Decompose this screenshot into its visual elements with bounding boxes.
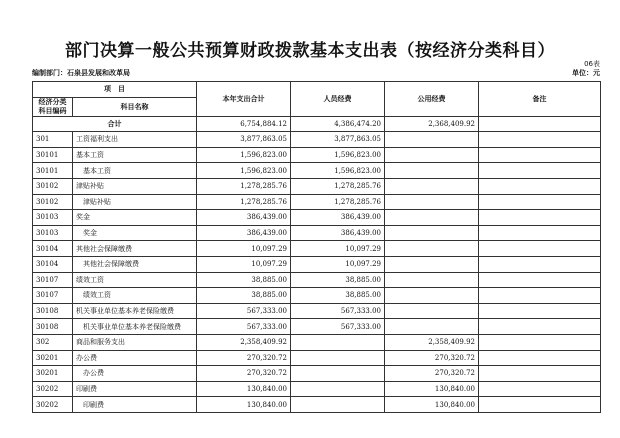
table-row	[33, 225, 601, 241]
row-note	[479, 397, 601, 413]
row-public	[385, 210, 479, 226]
row-total: 2,358,409.92	[197, 334, 291, 350]
table-row	[33, 256, 601, 272]
row-personnel: 10,097.29	[291, 241, 385, 257]
row-code: 301	[33, 132, 73, 148]
row-name: 奖金	[73, 225, 197, 241]
row-personnel: 38,885.00	[291, 288, 385, 304]
row-code: 30104	[33, 256, 73, 272]
row-personnel: 386,439.00	[291, 210, 385, 226]
header-name: 科目名称	[73, 97, 197, 116]
unit-label: 单位：元	[572, 69, 600, 77]
row-public	[385, 178, 479, 194]
table-row	[33, 147, 601, 163]
row-total: 567,333.00	[197, 303, 291, 319]
row-total: 130,840.00	[197, 397, 291, 413]
row-personnel: 1,596,823.00	[291, 147, 385, 163]
row-name: 绩效工资	[73, 288, 197, 304]
table-row	[33, 272, 601, 288]
total-amount: 6,754,884.12	[197, 116, 291, 132]
row-note	[479, 225, 601, 241]
row-code: 30202	[33, 381, 73, 397]
row-note	[479, 288, 601, 304]
row-personnel: 10,097.29	[291, 256, 385, 272]
row-note	[479, 366, 601, 382]
row-code: 302	[33, 334, 73, 350]
row-code: 30108	[33, 303, 73, 319]
header-item: 项 目	[33, 82, 197, 98]
header-code: 经济分类科目编码	[33, 97, 73, 116]
table-row	[33, 132, 601, 148]
row-public: 270,320.72	[385, 350, 479, 366]
row-note	[479, 178, 601, 194]
row-code: 30101	[33, 147, 73, 163]
table-row	[33, 319, 601, 335]
row-personnel: 567,333.00	[291, 319, 385, 335]
row-code: 30107	[33, 288, 73, 304]
header-note: 备注	[479, 82, 601, 117]
row-personnel	[291, 381, 385, 397]
row-total: 567,333.00	[197, 319, 291, 335]
row-code: 30104	[33, 241, 73, 257]
row-public	[385, 288, 479, 304]
row-total: 10,097.29	[197, 256, 291, 272]
row-name: 奖金	[73, 210, 197, 226]
row-name: 其他社会保障缴费	[73, 256, 197, 272]
row-code: 30102	[33, 178, 73, 194]
table-row	[33, 397, 601, 413]
row-note	[479, 350, 601, 366]
row-note	[479, 147, 601, 163]
row-public: 2,358,409.92	[385, 334, 479, 350]
row-name: 其他社会保障缴费	[73, 241, 197, 257]
row-code: 30101	[33, 163, 73, 179]
row-total: 1,278,285.76	[197, 194, 291, 210]
row-note	[479, 334, 601, 350]
row-name: 商品和服务支出	[73, 334, 197, 350]
row-code: 30201	[33, 366, 73, 382]
row-name: 机关事业单位基本养老保险缴费	[73, 303, 197, 319]
table-row	[33, 288, 601, 304]
row-personnel	[291, 366, 385, 382]
row-personnel: 386,439.00	[291, 225, 385, 241]
row-personnel	[291, 350, 385, 366]
row-total: 38,885.00	[197, 288, 291, 304]
expenditure-table	[32, 81, 601, 413]
table-row	[33, 163, 601, 179]
row-code: 30102	[33, 194, 73, 210]
header-public: 公用经费	[385, 82, 479, 117]
row-code: 30107	[33, 272, 73, 288]
row-personnel: 3,877,863.05	[291, 132, 385, 148]
row-name: 津贴补贴	[73, 178, 197, 194]
row-total: 130,840.00	[197, 381, 291, 397]
row-total: 10,097.29	[197, 241, 291, 257]
row-total: 38,885.00	[197, 272, 291, 288]
row-personnel: 1,278,285.76	[291, 194, 385, 210]
page-title: 部门决算一般公共预算财政拨款基本支出表（按经济分类科目）	[65, 41, 555, 61]
total-public: 2,368,409.92	[385, 116, 479, 132]
table-row	[33, 350, 601, 366]
row-total: 1,278,285.76	[197, 178, 291, 194]
row-public	[385, 163, 479, 179]
row-code: 30108	[33, 319, 73, 335]
row-note	[479, 210, 601, 226]
row-personnel: 38,885.00	[291, 272, 385, 288]
row-name: 印刷费	[73, 397, 197, 413]
row-name: 基本工资	[73, 163, 197, 179]
row-public	[385, 132, 479, 148]
table-row	[33, 366, 601, 382]
row-note	[479, 194, 601, 210]
table-row	[33, 178, 601, 194]
row-public	[385, 225, 479, 241]
table-row	[33, 334, 601, 350]
row-public	[385, 303, 479, 319]
row-name: 工资福利支出	[73, 132, 197, 148]
row-total: 270,320.72	[197, 350, 291, 366]
row-note	[479, 381, 601, 397]
header-total: 本年支出合计	[197, 82, 291, 117]
row-public	[385, 241, 479, 257]
row-total: 270,320.72	[197, 366, 291, 382]
row-code: 30103	[33, 225, 73, 241]
table-row	[33, 194, 601, 210]
header-personnel: 人员经费	[291, 82, 385, 117]
row-code: 30201	[33, 350, 73, 366]
row-public	[385, 319, 479, 335]
form-number: 06表	[584, 60, 600, 68]
row-note	[479, 132, 601, 148]
meta-row	[32, 68, 600, 78]
row-code: 30202	[33, 397, 73, 413]
table-row	[33, 210, 601, 226]
row-public: 270,320.72	[385, 366, 479, 382]
row-note	[479, 319, 601, 335]
row-public	[385, 194, 479, 210]
row-total: 386,439.00	[197, 225, 291, 241]
row-note	[479, 272, 601, 288]
row-total: 1,596,823.00	[197, 163, 291, 179]
row-public	[385, 272, 479, 288]
row-personnel: 1,278,285.76	[291, 178, 385, 194]
department-label: 编制部门：石泉县发展和改革局	[32, 69, 130, 77]
row-name: 办公费	[73, 366, 197, 382]
table-row	[33, 381, 601, 397]
row-code: 30103	[33, 210, 73, 226]
row-note	[479, 256, 601, 272]
row-name: 机关事业单位基本养老保险缴费	[73, 319, 197, 335]
row-note	[479, 163, 601, 179]
row-personnel: 1,596,823.00	[291, 163, 385, 179]
table-row	[33, 241, 601, 257]
row-personnel	[291, 334, 385, 350]
row-public	[385, 256, 479, 272]
table-row	[33, 303, 601, 319]
row-name: 绩效工资	[73, 272, 197, 288]
row-name: 基本工资	[73, 147, 197, 163]
row-note	[479, 303, 601, 319]
row-name: 津贴补贴	[73, 194, 197, 210]
row-note	[479, 241, 601, 257]
row-public: 130,840.00	[385, 397, 479, 413]
row-name: 办公费	[73, 350, 197, 366]
row-personnel: 567,333.00	[291, 303, 385, 319]
row-public	[385, 147, 479, 163]
total-label: 合计	[33, 116, 197, 132]
total-note	[479, 116, 601, 132]
row-total: 386,439.00	[197, 210, 291, 226]
total-personnel: 4,386,474.20	[291, 116, 385, 132]
row-name: 印刷费	[73, 381, 197, 397]
row-personnel	[291, 397, 385, 413]
total-row	[33, 116, 601, 132]
row-public: 130,840.00	[385, 381, 479, 397]
row-total: 3,877,863.05	[197, 132, 291, 148]
row-total: 1,596,823.00	[197, 147, 291, 163]
